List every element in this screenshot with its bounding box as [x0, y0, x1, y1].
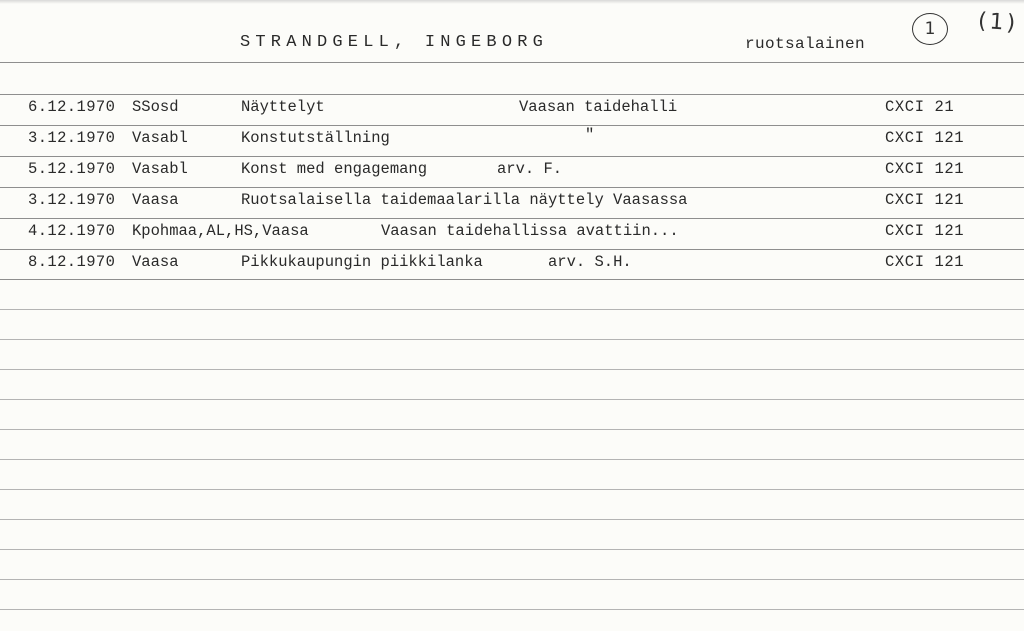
entry-title: Näyttelyt — [241, 98, 325, 116]
card-entry — [0, 126, 1024, 156]
entry-title: Konst med engagemang — [241, 160, 428, 178]
entry-source: SSosd — [132, 98, 179, 116]
entry-title: Pikkukaupungin piikkilanka — [241, 253, 483, 271]
card-top-edge — [0, 0, 1024, 4]
ruled-line — [0, 62, 1024, 63]
ruled-line — [0, 609, 1024, 610]
entry-source: Vasabl — [132, 129, 188, 147]
entry-date: 8.12.1970 — [28, 253, 116, 271]
ruled-line — [0, 369, 1024, 370]
ruled-line — [0, 339, 1024, 340]
ruled-line — [0, 309, 1024, 310]
entry-date: 4.12.1970 — [28, 222, 116, 240]
entry-title: Vaasan taidehallissa avattiin... — [381, 222, 679, 240]
ruled-line — [0, 549, 1024, 550]
entry-source: Vaasa — [132, 191, 179, 209]
ruled-line — [0, 489, 1024, 490]
entry-shelf-code: CXCI 121 — [885, 253, 965, 271]
entry-shelf-code: CXCI 21 — [885, 98, 955, 116]
ruled-line — [0, 519, 1024, 520]
entry-shelf-code: CXCI 121 — [885, 160, 965, 178]
entry-reviewer: arv. F. — [497, 160, 563, 178]
card-entry — [0, 219, 1024, 249]
card-entry — [0, 188, 1024, 218]
card-entry — [0, 250, 1024, 280]
entry-title: Ruotsalaisella taidemaalarilla näyttely Vaasassa — [241, 191, 688, 209]
entry-reviewer: arv. S.H. — [548, 253, 632, 271]
entry-source: Vaasa — [132, 253, 179, 271]
entry-shelf-code: CXCI 121 — [885, 222, 965, 240]
entry-date: 3.12.1970 — [28, 191, 116, 209]
ruled-line — [0, 429, 1024, 430]
handwritten-bracketed-number: (1) — [977, 8, 1019, 37]
entry-date: 3.12.1970 — [28, 129, 116, 147]
handwritten-circled-number: 1 — [912, 13, 948, 45]
ruled-line — [0, 579, 1024, 580]
entry-date: 5.12.1970 — [28, 160, 116, 178]
entry-shelf-code: CXCI 121 — [885, 129, 965, 147]
card-entry — [0, 157, 1024, 187]
entry-ditto-mark: " — [585, 126, 595, 144]
ruled-line — [0, 399, 1024, 400]
card-heading-name: STRANDGELL, INGEBORG — [240, 33, 549, 52]
entry-title: Konstutställning — [241, 129, 390, 147]
entry-note: Vaasan taidehalli — [519, 98, 678, 116]
ruled-line — [0, 459, 1024, 460]
entry-source: Kpohmaa,AL,HS,Vaasa — [132, 222, 309, 240]
card-heading-language: ruotsalainen — [745, 35, 866, 53]
card-entry — [0, 95, 1024, 125]
entry-source: Vasabl — [132, 160, 188, 178]
entry-date: 6.12.1970 — [28, 98, 116, 116]
entry-shelf-code: CXCI 121 — [885, 191, 965, 209]
